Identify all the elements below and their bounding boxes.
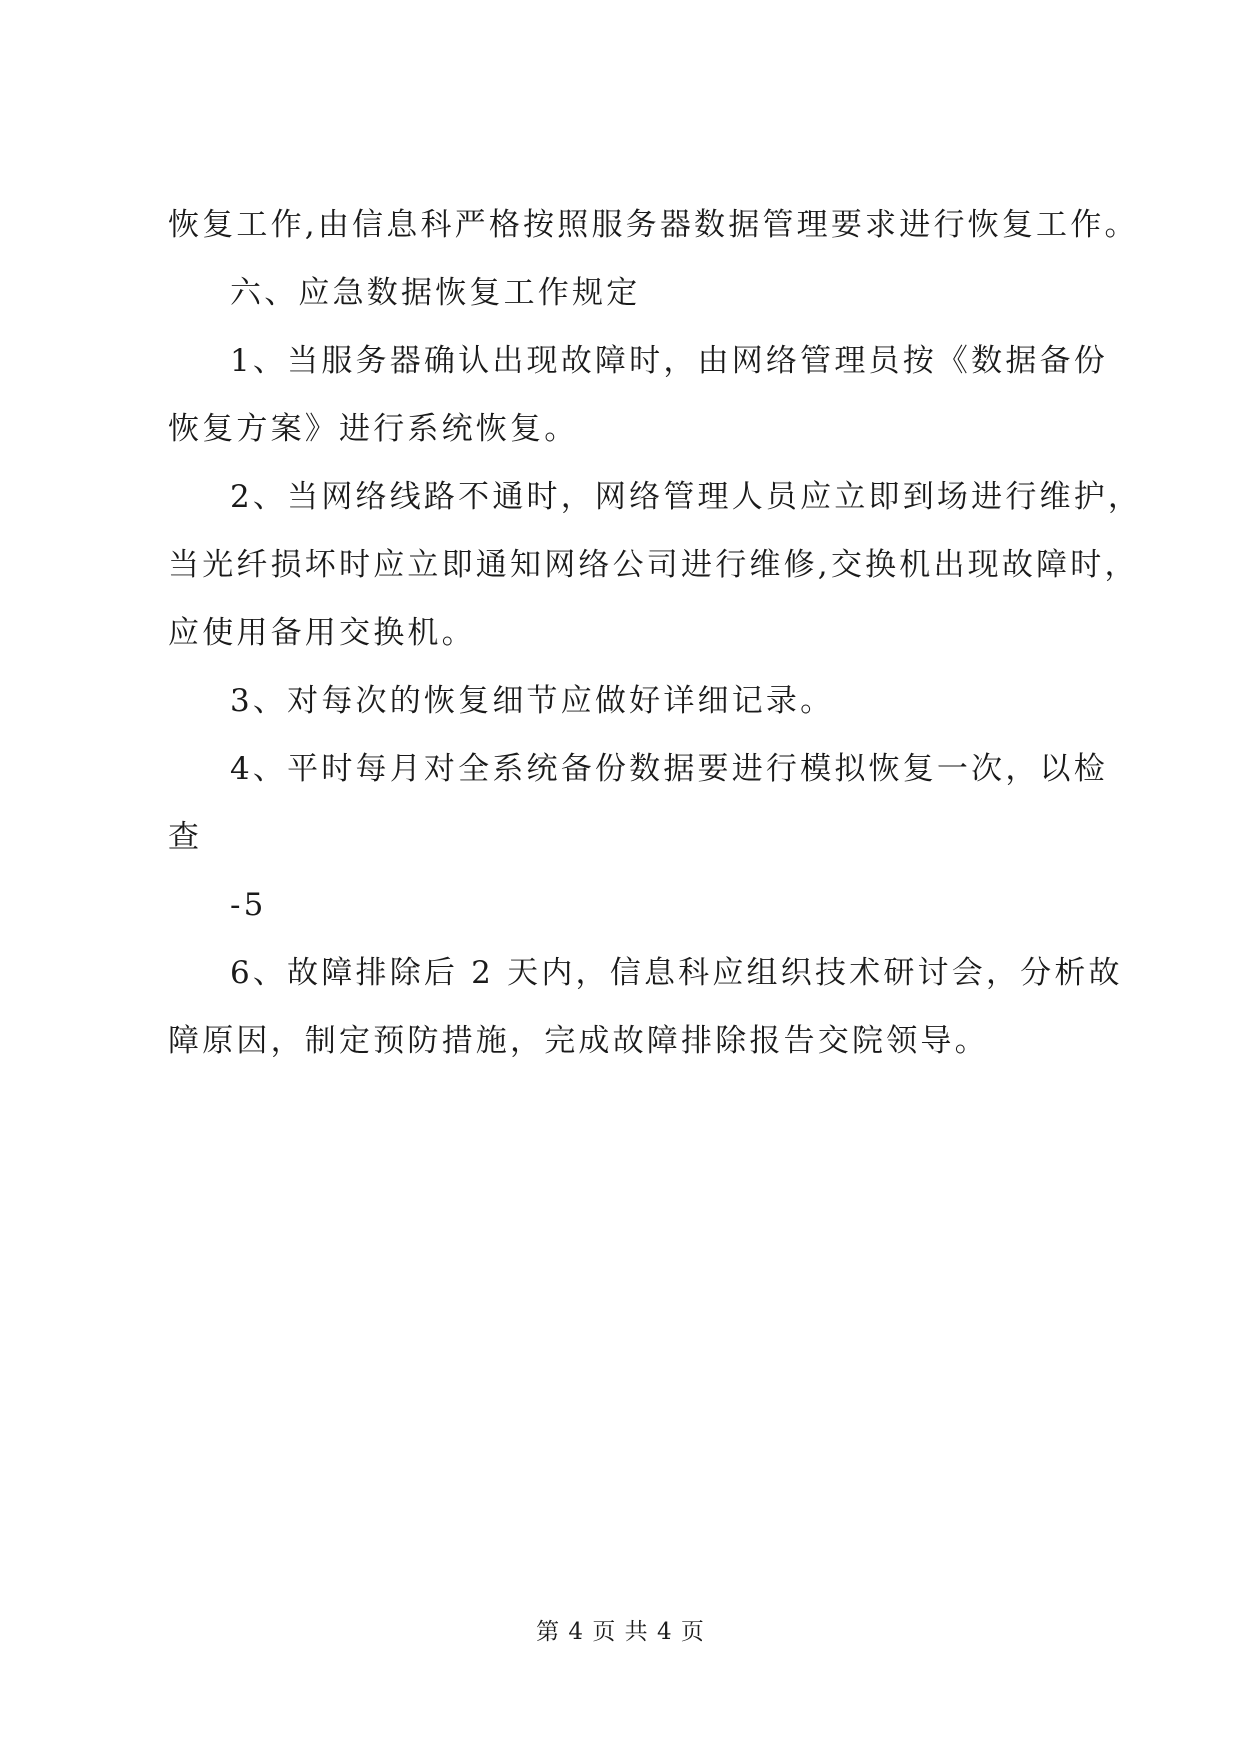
text-line: -5 (230, 887, 267, 923)
text-line: 6、故障排除后 2 天内，信息科应组织技术研讨会，分析故 (230, 955, 1123, 991)
text-line: 恢复工作,由信息科严格按照服务器数据管理要求进行恢复工作。 (168, 207, 1139, 243)
text-line: 当光纤损坏时应立即通知网络公司进行维修,交换机出现故障时， (168, 547, 1139, 583)
section-heading: 六、应急数据恢复工作规定 (230, 275, 641, 311)
text-line: 2、当网络线路不通时，网络管理人员应立即到场进行维护， (230, 479, 1143, 515)
text-line: 查 (168, 819, 203, 855)
text-line: 4、平时每月对全系统备份数据要进行模拟恢复一次，以检 (230, 751, 1108, 787)
text-line: 应使用备用交换机。 (168, 615, 476, 651)
text-line: 3、对每次的恢复细节应做好详细记录。 (230, 683, 835, 719)
text-line: 障原因，制定预防措施，完成故障排除报告交院领导。 (168, 1023, 989, 1059)
page-footer: 第 4 页 共 4 页 (536, 1619, 705, 1645)
text-line: 1、当服务器确认出现故障时，由网络管理员按《数据备份 (230, 343, 1108, 379)
text-line: 恢复方案》进行系统恢复。 (168, 411, 579, 447)
